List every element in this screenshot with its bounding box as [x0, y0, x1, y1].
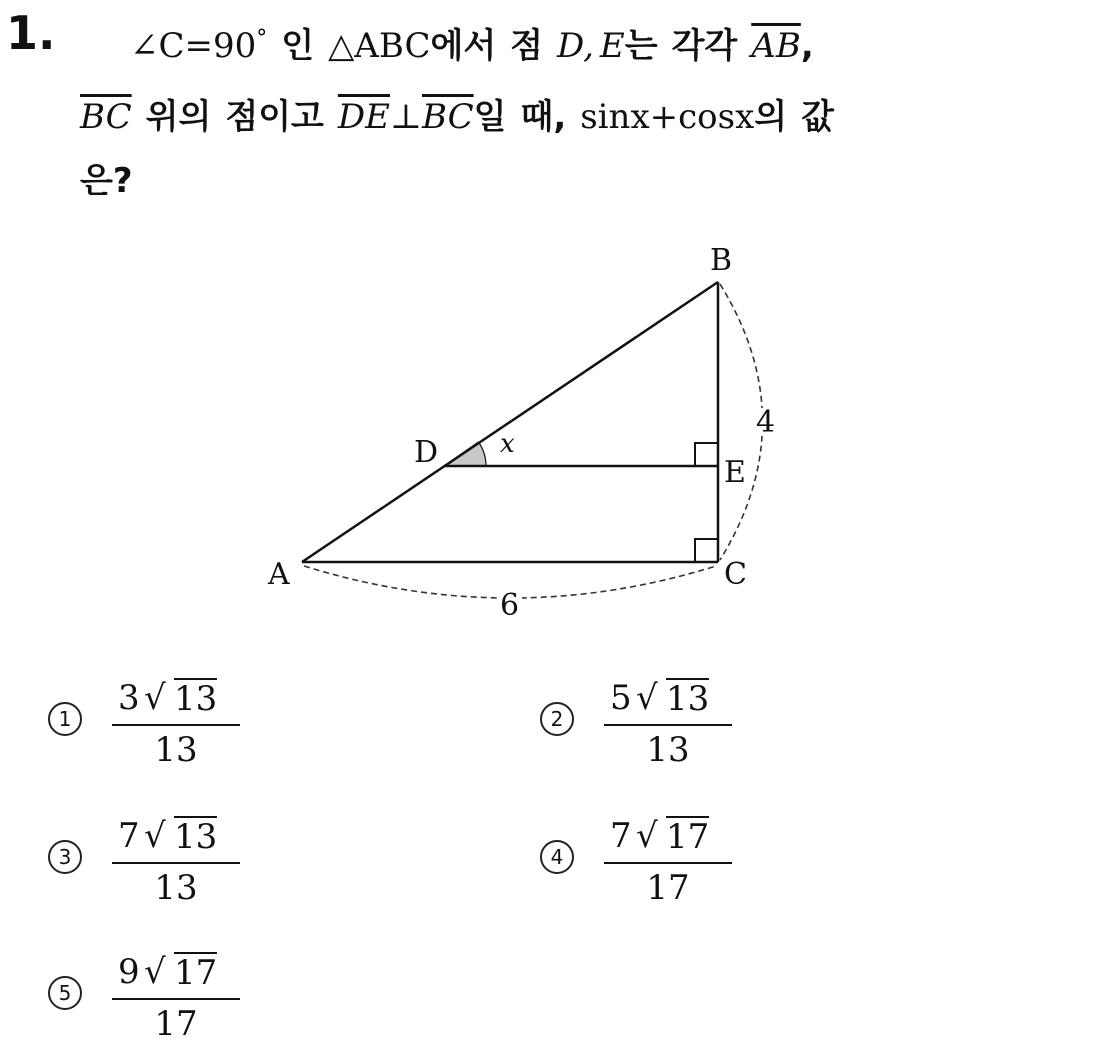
right-angle-marker-e	[695, 443, 718, 466]
segment-bc: $\overline{BC}$	[80, 97, 132, 137]
fraction-bar	[112, 998, 240, 1000]
vertex-label-e: E	[724, 455, 746, 490]
segment-bc-2: $\overline{BC}$	[421, 97, 474, 137]
choice-marker-3: 3	[48, 840, 82, 874]
choice-marker-2: 2	[540, 702, 574, 736]
point-d-label: D,	[557, 26, 594, 66]
choice-3-radicand: 13	[174, 817, 218, 857]
choice-1-coefficient: 3	[118, 678, 140, 718]
choice-3-coefficient: 7	[118, 816, 140, 856]
segment-ab: $\overline{AB}$	[751, 26, 801, 66]
triangle-figure	[230, 230, 830, 630]
text-gap: 값	[801, 97, 834, 137]
choice-2-coefficient: 5	[610, 678, 632, 718]
choice-2-radicand: 13	[666, 679, 710, 719]
fraction-bar	[112, 724, 240, 726]
choice-marker-5: 5	[48, 976, 82, 1010]
fraction-bar	[112, 862, 240, 864]
choice-4-coefficient: 7	[610, 816, 632, 856]
text-gakgak: 각각	[671, 26, 738, 66]
choice-4-radicand: 17	[666, 817, 710, 857]
choice-5-denominator: 17	[154, 1004, 198, 1044]
point-e-label: E	[599, 26, 625, 66]
sqrt-symbol: √	[144, 678, 166, 718]
sqrt-symbol: √	[144, 952, 166, 992]
fraction-bar	[604, 724, 732, 726]
choice-marker-1: 1	[48, 702, 82, 736]
fraction-bar	[604, 862, 732, 864]
trig-expression: sinx+cosx	[580, 97, 755, 137]
text-eun: 은?	[80, 161, 133, 201]
text-eseo: 에서	[430, 26, 497, 66]
comma: ,	[800, 26, 814, 66]
vertex-label-b: B	[710, 243, 733, 278]
text-in: 인	[281, 26, 315, 66]
choice-1-denominator: 13	[154, 730, 198, 770]
text-jeomigo: 점이고	[225, 97, 324, 137]
text-wiui: 위의	[145, 97, 212, 137]
choice-marker-4: 4	[540, 840, 574, 874]
length-label-ac: 6	[500, 588, 520, 623]
text-neun: 는	[624, 26, 658, 66]
choice-3-denominator: 13	[154, 868, 198, 908]
right-angle-marker-c	[695, 539, 718, 562]
question-line-1	[130, 16, 814, 69]
segment-de: $\overline{DE}$	[337, 97, 390, 137]
text-il: 일	[473, 97, 507, 137]
angle-label-x: x	[500, 429, 515, 459]
question-number: 1.	[6, 6, 56, 60]
sqrt-symbol: √	[636, 816, 658, 856]
text-ttae: 때,	[520, 97, 567, 137]
sqrt-symbol: √	[636, 678, 658, 718]
segment-ab-line	[302, 282, 718, 562]
text-jeom: 점	[510, 26, 544, 66]
question-line-3	[80, 158, 133, 204]
choice-5-coefficient: 9	[118, 952, 140, 992]
degree-sign: °	[256, 26, 268, 51]
sqrt-symbol: √	[144, 816, 166, 856]
triangle-abc: △ABC	[328, 26, 431, 66]
length-label-bc: 4	[756, 405, 776, 440]
choice-5-radicand: 17	[174, 953, 218, 993]
vertex-label-c: C	[724, 557, 747, 592]
text-ui: 의	[754, 97, 788, 137]
angle-c-expression: ∠C=90	[130, 26, 257, 66]
choice-4-denominator: 17	[646, 868, 690, 908]
choice-1-radicand: 13	[174, 679, 218, 719]
choice-2-denominator: 13	[646, 730, 690, 770]
vertex-label-a: A	[268, 557, 290, 592]
perpendicular-symbol: ⊥	[389, 97, 422, 137]
vertex-label-d: D	[414, 435, 439, 470]
question-line-2	[80, 94, 834, 140]
